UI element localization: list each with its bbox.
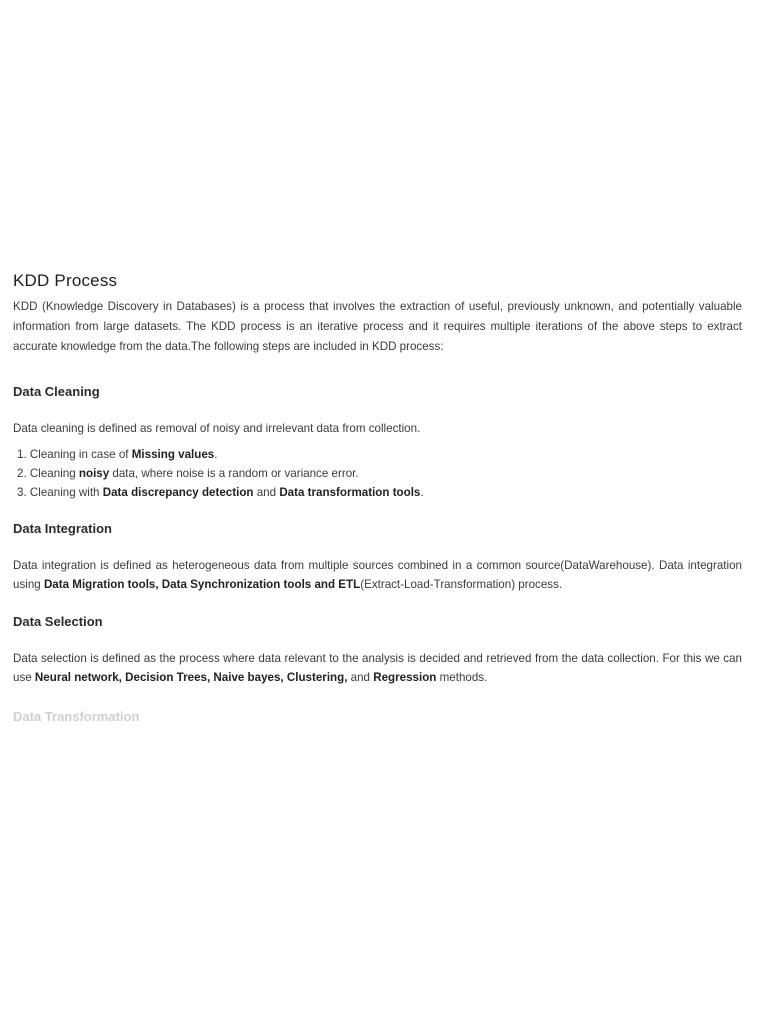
list-item: 1. Cleaning in case of Missing values. (17, 447, 218, 461)
list-item: 2. Cleaning noisy data, where noise is a random or variance error. (17, 466, 359, 480)
data-integration-heading: Data Integration (13, 520, 112, 536)
data-cleaning-text: Data cleaning is defined as removal of noisy and irrelevant data from collection. (13, 422, 421, 436)
data-cleaning-heading: Data Cleaning (13, 384, 100, 400)
data-selection-text: Data selection is defined as the process where data relevant to the analysis is decided and retrieved from the data collection. For this we can use Neural network, Decision Trees, Naive bayes, Clustering, and Regression methods. (13, 651, 742, 685)
data-integration-text: Data integration is defined as heterogeneous data from multiple sources combined in a common source(DataWarehouse). Data integration using Data Migration tools, Data Synchronization tools and ETL(Extract-Load-Transformation) process. (13, 558, 742, 592)
data-transformation-heading: Data Transformation (13, 708, 140, 724)
data-selection-heading: Data Selection (13, 613, 103, 629)
article (13, 268, 742, 724)
list-item: 3. Cleaning with Data discrepancy detection and Data transformation tools. (17, 485, 424, 499)
page-title: KDD Process (13, 271, 118, 290)
intro-paragraph: KDD (Knowledge Discovery in Databases) is a process that involves the extraction of useful, previously unknown, and potentially valuable information from large datasets. The KDD process is an iterative process and it requires multiple iterations of the above steps to extract accurate knowledge from the data.The following steps are included in KDD process: (13, 300, 742, 353)
data-cleaning-steps (13, 445, 742, 502)
